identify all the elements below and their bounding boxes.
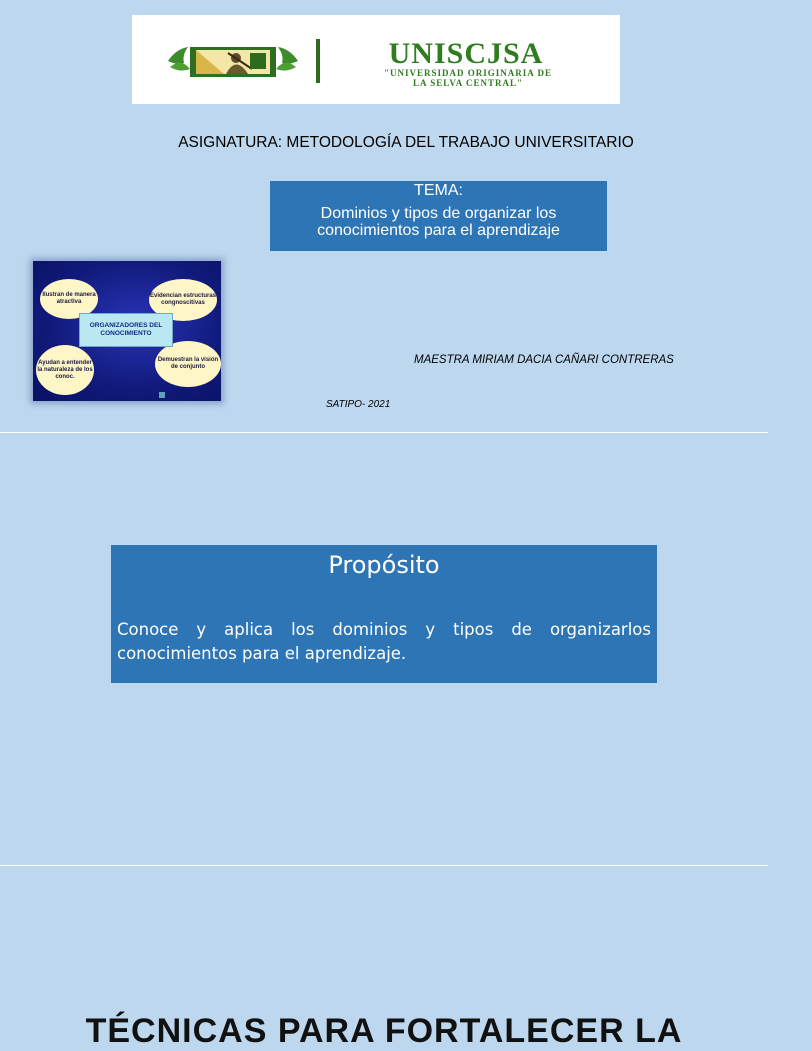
logo-subtitle-line2: LA SELVA CENTRAL" xyxy=(412,78,524,88)
diagram-marker xyxy=(159,392,165,398)
purpose-text: Conoce y aplica los dominios y tipos de organizarlos conocimientos para el aprendizaje. xyxy=(117,620,651,663)
logo-separator xyxy=(316,39,320,83)
bubble-bottom-left: Ayudan a entender la naturaleza de los conoc. xyxy=(36,345,94,395)
topic-label: TEMA: xyxy=(414,182,463,199)
topic-line2: conocimientos para el aprendizaje xyxy=(317,222,560,239)
purpose-title: Propósito xyxy=(328,551,440,579)
bubble-top-right: Evidencian estructuras congnoscitivas xyxy=(149,279,217,321)
cover-slide xyxy=(0,0,768,432)
purpose-slide xyxy=(0,433,768,865)
university-emblem-icon xyxy=(166,41,300,81)
topic-line1: Dominios y tipos de organizar los xyxy=(320,205,557,222)
logo-subtitle xyxy=(328,68,608,88)
teacher-name: MAESTRA MIRIAM DACIA CAÑARI CONTRERAS xyxy=(414,354,674,366)
organizers-diagram-image xyxy=(33,261,221,401)
purpose-box xyxy=(111,545,657,683)
topic-box xyxy=(270,181,607,251)
logo-title: UNISCJSA xyxy=(388,37,544,70)
bubble-top-left: Ilustran de manera atractiva xyxy=(40,279,98,319)
slide3-title: TÉCNICAS PARA FORTALECER LA xyxy=(85,1012,683,1050)
techniques-slide xyxy=(0,866,768,1050)
logo-subtitle-line1: "UNIVERSIDAD ORIGINARIA DE xyxy=(383,68,553,78)
diagram-center-box: ORGANIZADORES DEL CONOCIMIENTO xyxy=(79,313,173,347)
place-year: SATIPO- 2021 xyxy=(326,399,391,410)
bubble-bottom-right: Demuestran la visión de conjunto xyxy=(155,341,221,387)
course-title: ASIGNATURA: METODOLOGÍA DEL TRABAJO UNIVERSITARIO xyxy=(178,134,634,151)
university-logo-banner xyxy=(132,15,620,104)
